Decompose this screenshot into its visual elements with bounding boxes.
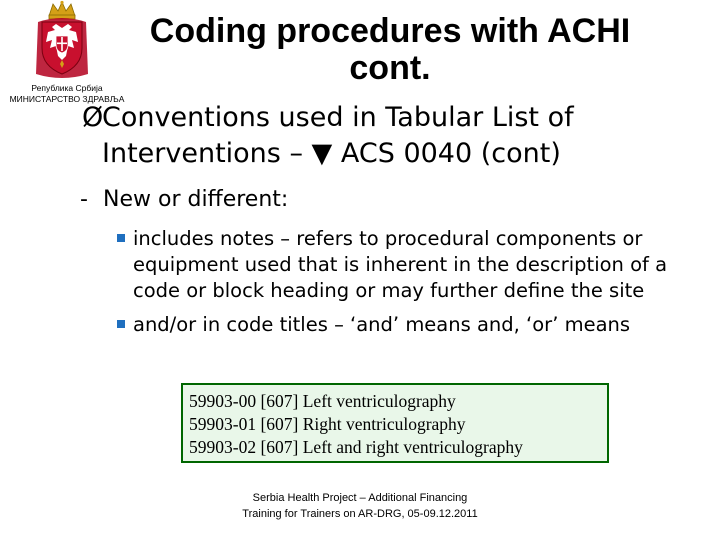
code-example-line: 59903-00 [607] Left ventriculography — [189, 391, 456, 411]
bullet-list — [117, 226, 707, 346]
logo-line-1: Република Србија — [31, 83, 103, 93]
square-bullet-icon — [117, 234, 125, 242]
bullet-text: and/or in code titles – ‘and’ means and, ‘or’ means — [133, 313, 631, 336]
footer-line-2: Training for Trainers on AR-DRG, 05-09.12.2011 — [242, 508, 478, 520]
code-example-box — [181, 383, 609, 463]
code-example-line: 59903-02 [607] Left and right ventriculography — [189, 437, 523, 457]
code-example-line: 59903-01 [607] Right ventriculography — [189, 414, 466, 434]
list-item — [117, 226, 707, 304]
main-heading — [82, 100, 682, 172]
crown-icon — [49, 1, 75, 19]
footer-line-1: Serbia Health Project – Additional Financing — [252, 492, 468, 504]
cross-shield-icon — [56, 36, 68, 53]
arrow-bullet-icon: Ø — [82, 102, 104, 133]
footer — [170, 490, 550, 522]
subheading-text: New or different: — [103, 187, 289, 212]
logo-line-2: МИНИСТАРСТВО ЗДРАВЉА — [9, 94, 125, 104]
serbia-coat-of-arms-logo — [32, 0, 92, 82]
heading-line-1: Conventions used in Tabular List of — [102, 102, 574, 133]
square-bullet-icon — [117, 320, 125, 328]
heading-line-2: Interventions – ▼ ACS 0040 (cont) — [102, 138, 561, 169]
subheading — [80, 185, 288, 215]
title-line-2: cont. — [349, 49, 431, 87]
slide-title — [125, 13, 655, 87]
list-item — [117, 312, 707, 338]
bullet-text: includes notes – refers to procedural components or equipment used that is inherent in the description of a code or block heading or may further define the site — [133, 227, 668, 302]
dash-bullet: - — [80, 187, 88, 212]
title-line-1: Coding procedures with ACHI — [149, 12, 631, 50]
